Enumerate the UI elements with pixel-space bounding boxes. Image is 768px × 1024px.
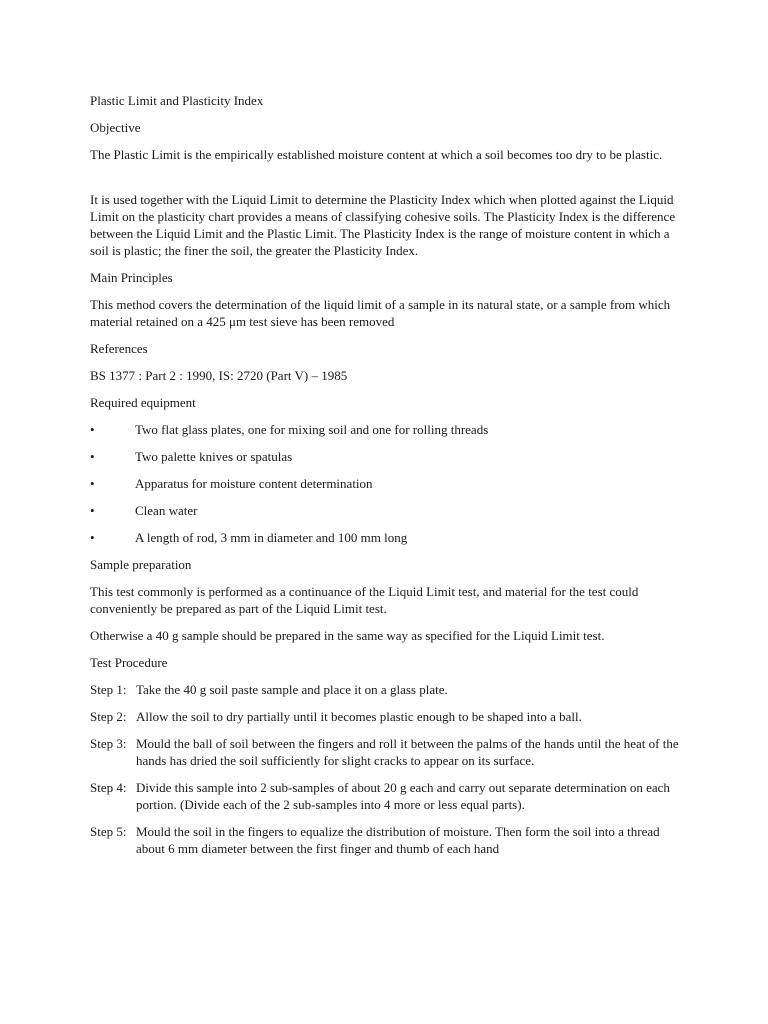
procedure-step bbox=[90, 708, 680, 725]
step-text: Allow the soil to dry partially until it becomes plastic enough to be shaped into a ball. bbox=[136, 709, 582, 724]
procedure-step bbox=[90, 735, 680, 769]
references-paragraph: BS 1377 : Part 2 : 1990, IS: 2720 (Part V) – 1985 bbox=[90, 368, 348, 383]
procedure-heading: Test Procedure bbox=[90, 655, 168, 670]
usage-paragraph: It is used together with the Liquid Limit to determine the Plasticity Index which when plotted against the Liquid Limit on the plasticity chart provides a means of classifying cohesive soils. The Plasticity Index is the difference between the Liquid Limit and the Plastic Limit. The Plasticity Index is the range of moisture content in which a soil is plastic; the finer the soil, the greater the Plasticity Index. bbox=[90, 192, 676, 258]
objective-heading: Objective bbox=[90, 120, 141, 135]
list-item-text: Apparatus for moisture content determination bbox=[135, 476, 373, 491]
equipment-heading: Required equipment bbox=[90, 395, 196, 410]
objective-paragraph: The Plastic Limit is the empirically established moisture content at which a soil becomes too dry to be plastic. bbox=[90, 147, 663, 162]
bullet-mark: • bbox=[90, 449, 95, 464]
list-item bbox=[90, 475, 680, 492]
bullet-mark: • bbox=[90, 422, 95, 437]
equipment-list bbox=[90, 421, 680, 546]
step-label: Step 2: bbox=[90, 709, 127, 724]
principles-heading: Main Principles bbox=[90, 270, 173, 285]
list-item bbox=[90, 421, 680, 438]
procedure-step bbox=[90, 779, 680, 813]
list-item bbox=[90, 448, 680, 465]
document-title: Plastic Limit and Plasticity Index bbox=[90, 93, 264, 108]
bullet-mark: • bbox=[90, 530, 95, 545]
principles-paragraph: This method covers the determination of the liquid limit of a sample in its natural state, or a sample from which material retained on a 425 μm test sieve has been removed bbox=[90, 297, 671, 329]
list-item-text: Two palette knives or spatulas bbox=[135, 449, 293, 464]
document-page bbox=[90, 92, 680, 867]
sample-paragraph-1: This test commonly is performed as a continuance of the Liquid Limit test, and material for the test could conveniently be prepared as part of the Liquid Limit test. bbox=[90, 584, 639, 616]
sample-paragraph-2: Otherwise a 40 g sample should be prepared in the same way as specified for the Liquid Limit test. bbox=[90, 628, 605, 643]
step-label: Step 3: bbox=[90, 736, 127, 751]
step-label: Step 4: bbox=[90, 780, 127, 795]
procedure-step bbox=[90, 823, 680, 857]
bullet-mark: • bbox=[90, 476, 95, 491]
list-item bbox=[90, 529, 680, 546]
list-item-text: A length of rod, 3 mm in diameter and 100 mm long bbox=[135, 530, 408, 545]
references-heading: References bbox=[90, 341, 148, 356]
paragraph-spacer bbox=[90, 173, 680, 191]
bullet-mark: • bbox=[90, 503, 95, 518]
step-text: Mould the soil in the fingers to equalize the distribution of moisture. Then form the soil into a thread about 6 mm diameter between the first finger and thumb of each hand bbox=[136, 824, 660, 856]
step-label: Step 5: bbox=[90, 824, 127, 839]
step-text: Divide this sample into 2 sub-samples of about 20 g each and carry out separate determination on each portion. (Divide each of the 2 sub-samples into 4 more or less equal parts). bbox=[136, 780, 670, 812]
list-item bbox=[90, 502, 680, 519]
sample-heading: Sample preparation bbox=[90, 557, 192, 572]
step-label: Step 1: bbox=[90, 682, 127, 697]
list-item-text: Two flat glass plates, one for mixing soil and one for rolling threads bbox=[135, 422, 489, 437]
procedure-step bbox=[90, 681, 680, 698]
list-item-text: Clean water bbox=[135, 503, 198, 518]
step-text: Take the 40 g soil paste sample and place it on a glass plate. bbox=[136, 682, 448, 697]
procedure-steps bbox=[90, 681, 680, 857]
step-text: Mould the ball of soil between the fingers and roll it between the palms of the hands until the heat of the hands has dried the soil sufficiently for slight cracks to appear on its surface. bbox=[136, 736, 679, 768]
